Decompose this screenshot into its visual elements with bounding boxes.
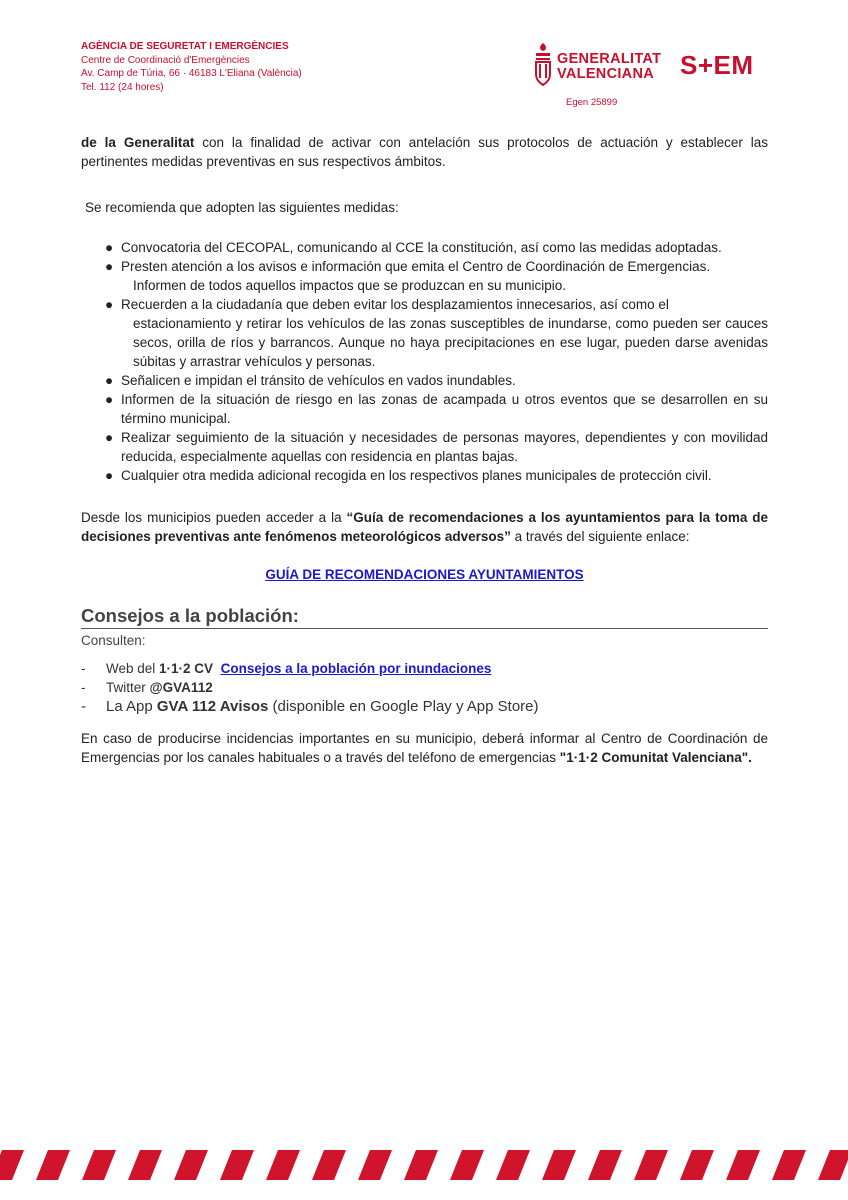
list-item: ● Convocatoria del CECOPAL, comunicando al CCE la constitución, así como las medidas adoptadas.	[105, 240, 722, 255]
list-item: - Web del 1·1·2 CV Consejos a la población por inundaciones	[81, 661, 492, 676]
agency-address: Av. Camp de Túria, 66 · 46183 L'Eliana (València)	[81, 68, 302, 79]
document-body	[81, 133, 768, 781]
agency-header	[81, 40, 302, 94]
stripe	[450, 1150, 484, 1180]
list-item: ● Señalicen e impidan el tránsito de vehículos en vados inundables.	[105, 373, 516, 388]
list-item: - La App GVA 112 Avisos (disponible en Google Play y App Store)	[81, 698, 539, 715]
stripe	[36, 1150, 70, 1180]
bullet-icon: ●	[105, 468, 114, 483]
stripe	[680, 1150, 714, 1180]
stripe	[312, 1150, 346, 1180]
generalitat-logo-line2: VALENCIANA	[557, 66, 654, 82]
stripe	[634, 1150, 668, 1180]
list-item: ● Realizar seguimiento de la situación y necesidades de personas mayores, dependientes y con movilidad reducida, especialmente aquellas con residencia en plantas bajas.	[105, 430, 768, 464]
list-item: - Twitter @GVA112	[81, 680, 213, 695]
stripe	[358, 1150, 392, 1180]
footer-stripes	[0, 1150, 848, 1180]
guide-link[interactable]: GUÍA DE RECOMENDACIONES AYUNTAMIENTOS	[265, 567, 584, 582]
agency-phone: Tel. 112 (24 hores)	[81, 81, 164, 93]
stripe	[82, 1150, 116, 1180]
final-paragraph: En caso de producirse incidencias importantes en su municipio, deberá informar al Centro de Coordinación de Emergencias por los canales habituales o a través del teléfono de emergencias "1·1·2 Comunitat Valenciana".	[81, 731, 768, 765]
stripe	[266, 1150, 300, 1180]
sem-logo: S+EM	[680, 50, 754, 80]
advice-link[interactable]: Consejos a la población por inundaciones	[220, 661, 492, 676]
list-item: ● Presten atención a los avisos e información que emita el Centro de Coordinación de Emergencias. Informen de todos aquellos impactos que se produzcan en su municipio.	[105, 259, 711, 293]
generalitat-emblem-icon	[533, 42, 553, 86]
stripe	[404, 1150, 438, 1180]
app-name: GVA 112 Avisos	[156, 698, 269, 715]
list-item: ● Informen de la situación de riesgo en las zonas de acampada u otros eventos que se desarrollen en su término municipal.	[105, 392, 768, 426]
twitter-handle: @GVA112	[149, 680, 213, 695]
bullet-icon: ●	[105, 430, 114, 445]
generalitat-logo	[533, 42, 663, 86]
list-item: ● Cualquier otra medida adicional recogida en los respectivos planes municipales de protección civil.	[105, 468, 712, 483]
intro-bold: de la Generalitat	[81, 135, 195, 150]
stripe	[772, 1150, 806, 1180]
guide-paragraph: Desde los municipios pueden acceder a la “Guía de recomendaciones a los ayuntamientos para la toma de decisiones preventivas ante fenómenos meteorológicos adversos” a través del siguiente enlace:	[81, 510, 768, 544]
reference-number: Egen 25899	[566, 97, 618, 108]
intro-text: con la finalidad de activar con antelación sus protocolos de actuación y establecer las pertinentes medidas preventivas en sus respectivos ámbitos.	[81, 135, 768, 169]
bullet-icon: ●	[105, 297, 114, 312]
stripe	[818, 1150, 848, 1180]
intro-paragraph	[81, 133, 768, 171]
stripe	[588, 1150, 622, 1180]
stripe	[220, 1150, 254, 1180]
bullet-icon: ●	[105, 373, 114, 388]
list-item: ● Recuerden a la ciudadanía que deben evitar los desplazamientos innecesarios, así como el estacionamiento y retirar los vehículos de las zonas susceptibles de inundarse, como pueden ser cauces secos, orilla de ríos y barrancos. Aunque no haya precipitaciones en ese lugar, pueden darse avenidas súbitas y arrastrar vehículos y personas.	[105, 297, 768, 369]
bullet-icon: ●	[105, 259, 114, 274]
stripe	[726, 1150, 760, 1180]
agency-name: AGÈNCIA DE SEGURETAT I EMERGÈNCIES	[81, 41, 289, 52]
bullet-icon: ●	[105, 240, 114, 255]
measures-list	[105, 238, 768, 485]
advice-list	[81, 659, 768, 717]
stripe	[496, 1150, 530, 1180]
agency-centre: Centre de Coordinació d'Emergències	[81, 54, 250, 66]
stripe	[174, 1150, 208, 1180]
stripe	[542, 1150, 576, 1180]
generalitat-logo-line1: GENERALITAT	[557, 51, 662, 67]
consult-label: Consulten:	[81, 633, 146, 648]
bullet-icon: ●	[105, 392, 114, 407]
recommend-heading: Se recomienda que adopten las siguientes medidas:	[85, 200, 399, 215]
guide-title: “Guía de recomendaciones a los ayuntamientos para la toma de decisiones preventivas ante fenómenos meteorológicos adversos”	[81, 510, 768, 544]
stripe	[0, 1150, 24, 1180]
stripe	[128, 1150, 162, 1180]
section-title: Consejos a la población:	[81, 605, 768, 629]
